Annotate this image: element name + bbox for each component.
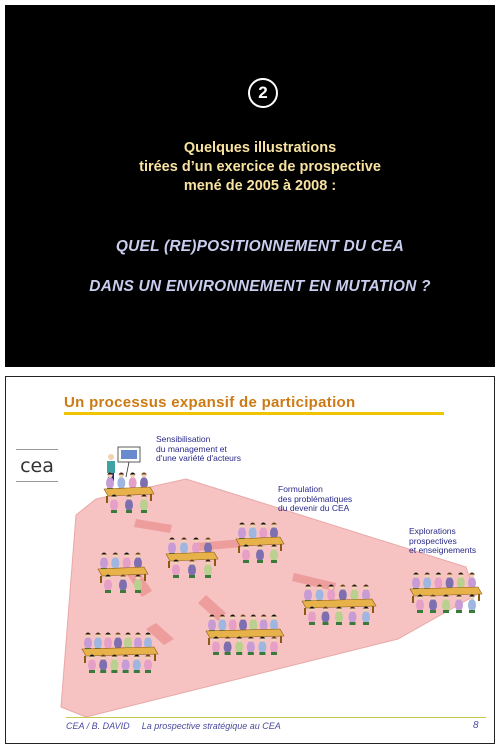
label-line: des problématiques: [278, 493, 353, 504]
question-line-2: DANS UN ENVIRONNEMENT EN MUTATION ?: [89, 278, 431, 295]
label-line: et enseignements: [409, 545, 477, 555]
stage-label-sensibilisation: [156, 435, 241, 464]
meeting-group: [104, 472, 154, 513]
label-line: Explorations: [409, 526, 456, 536]
label-line: du management et: [156, 443, 227, 454]
question-line-1: QUEL (RE)POSITIONNEMENT DU CEA: [115, 238, 405, 255]
label-line: Sensibilisation: [156, 434, 211, 444]
intro-line: tirées d’un exercice de prospective: [139, 159, 381, 175]
label-line: prospectives: [409, 535, 457, 546]
intro-slide: [5, 5, 495, 367]
stage-label-explorations: [409, 527, 476, 556]
section-number-badge: 2: [248, 78, 278, 108]
intro-line: Quelques illustrations: [183, 140, 337, 156]
footer: [66, 721, 281, 731]
logo-rule-top: [16, 449, 58, 450]
cea-logo: [16, 455, 58, 477]
label-line: d'une variété d'acteurs: [156, 453, 241, 463]
label-line: Formulation: [278, 484, 323, 494]
footer-subject: La prospective stratégique au CEA: [141, 721, 281, 731]
svg-text:cea: cea: [20, 455, 54, 477]
stage-label-formulation: [278, 485, 352, 514]
page-number: 8: [473, 720, 479, 731]
title-underline: [64, 412, 444, 415]
participation-slide: [5, 376, 495, 744]
intro-text: [65, 139, 455, 196]
footer-author: CEA / B. DAVID: [66, 721, 130, 731]
label-line: du devenir du CEA: [278, 503, 350, 513]
logo-rule-bottom: [16, 481, 58, 482]
footer-rule: [66, 717, 486, 718]
participation-illustration: [6, 377, 494, 743]
slide-title: Un processus expansif de participation: [64, 394, 356, 411]
intro-line: mené de 2005 à 2008 :: [183, 178, 337, 194]
